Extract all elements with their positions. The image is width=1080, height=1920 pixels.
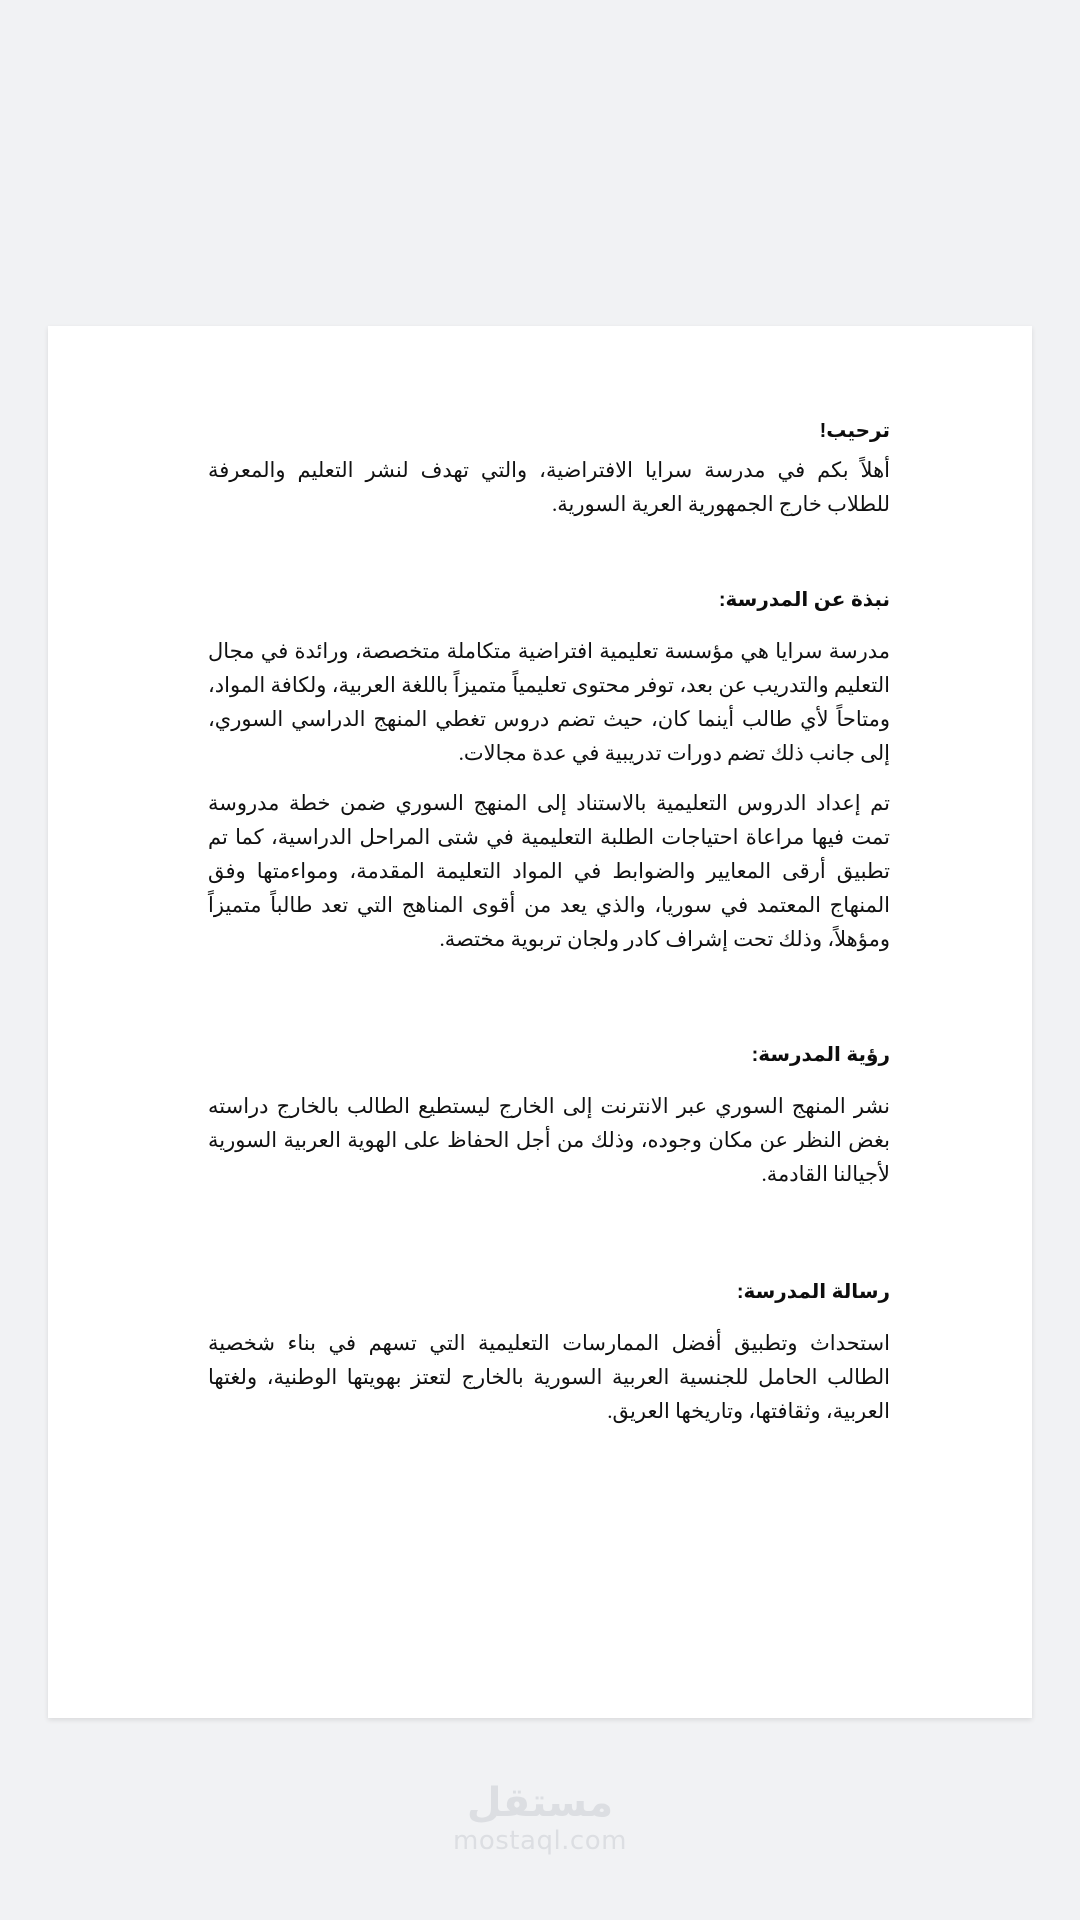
spacer	[208, 445, 890, 453]
mostaql-watermark	[0, 1782, 1080, 1857]
spacer	[208, 770, 890, 786]
watermark-logo-text: مستقل	[466, 1780, 614, 1826]
spacer	[208, 956, 890, 1042]
spacer	[208, 521, 890, 587]
spacer	[208, 1191, 890, 1279]
section-vision	[208, 1042, 890, 1191]
paragraph-about-1: مدرسة سرايا هي مؤسسة تعليمية افتراضية متكاملة متخصصة، ورائدة في مجال التعليم والتدريب عن بعد، توفر محتوى تعليمياً متميزاً باللغة العربية، ولكافة المواد، ومتاحاً لأي طالب أينما كان، حيث تضم دروس تغطي المنهج الدراسي السوري، إلى جانب ذلك تضم دورات تدريبية في عدة مجالات.	[208, 639, 890, 766]
paragraph-vision-1: نشر المنهج السوري عبر الانترنت إلى الخارج ليستطيع الطالب بالخارج دراسته بغض النظر عن مكان وجوده، وذلك من أجل الحفاظ على الهوية العربية السورية لأجيالنا القادمة.	[208, 1094, 890, 1187]
section-welcome	[208, 418, 890, 521]
document-page	[48, 326, 1032, 1718]
spacer	[208, 614, 890, 634]
spacer	[208, 1069, 890, 1089]
section-heading-mission: رسالة المدرسة:	[736, 1281, 890, 1304]
section-heading-about: نبذة عن المدرسة:	[718, 589, 890, 612]
paragraph-about-2: تم إعداد الدروس التعليمية بالاستناد إلى المنهج السوري ضمن خطة مدروسة تمت فيها مراعاة احتياجات الطلبة التعليمية في شتى المراحل الدراسية، كما تم تطبيق أرقى المعايير والضوابط في المواد التعليمة المقدمة، ومواءمتها وفق المنهاج المعتمد في سوريا، والذي يعد من أقوى المناهج التي تعد طالباً متميزاً ومؤهلاً، وذلك تحت إشراف كادر ولجان تربوية مختصة.	[208, 791, 890, 952]
watermark-domain-text: mostaql.com	[453, 1826, 627, 1856]
document-text-column	[208, 418, 890, 1428]
spacer	[208, 1306, 890, 1326]
section-about	[208, 587, 890, 956]
paragraph-mission-1: استحداث وتطبيق أفضل الممارسات التعليمية التي تسهم في بناء شخصية الطالب الحامل للجنسية العربية السورية بالخارج لتعتز بهويتها الوطنية، ولغتها العربية، وثقافتها، وتاريخها العريق.	[208, 1331, 890, 1424]
section-heading-vision: رؤية المدرسة:	[751, 1044, 890, 1067]
section-heading-welcome: ترحيب!	[819, 420, 890, 442]
paragraph-welcome-1: أهلاً بكم في مدرسة سرايا الافتراضية، والتي تهدف لنشر التعليم والمعرفة للطلاب خارج الجمهورية العرية السورية.	[208, 458, 890, 517]
section-mission	[208, 1279, 890, 1428]
